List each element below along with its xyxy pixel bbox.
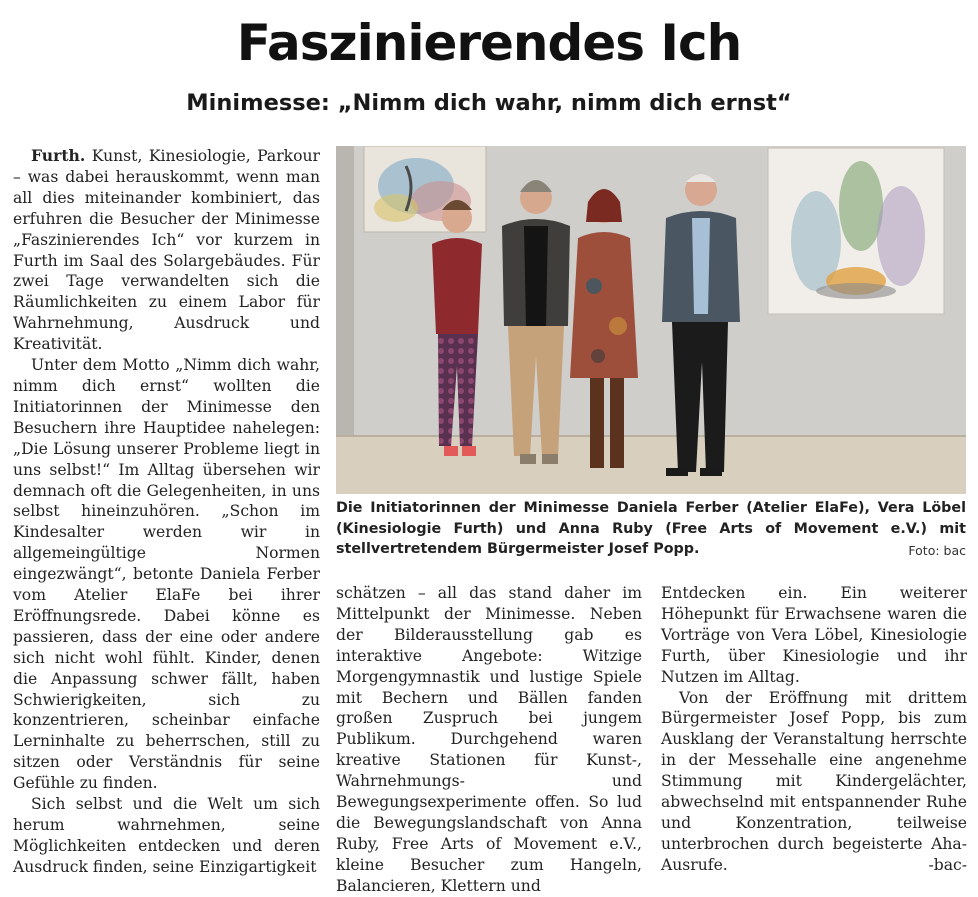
dateline: Furth. (31, 146, 86, 165)
article-photo (336, 146, 966, 494)
column-3 (661, 583, 967, 876)
paragraph (661, 688, 967, 876)
paragraph: schätzen – all das stand daher im Mittelpunkt der Minimesse. Neben der Bilderausstellung gab es interaktive Angebote: Witzige Morgengymnastik und lustige Spiele mit Bechern und Bällen fanden großen Zuspruch bei jungem Publikum. Durchgehend waren kreative Stationen für Kunst-, Wahrnehmungs- und Bewegungsexperimente offen. So lud die Bewegungslandschaft von Anna Ruby, Free Arts of Movement e.V., kleine Besucher zum Hangeln, Balancieren, Klettern und (336, 584, 642, 895)
paragraph: Sich selbst und die Welt um sich herum wahrnehmen, seine Möglichkeiten entdecken und deren Ausdruck finden, seine Einzigartigkeit (13, 795, 320, 876)
paragraph-text: Kunst, Kinesiologie, Parkour – was dabei herauskommt, wenn man all dies miteinander kombiniert, das erfuhren die Besucher der Minimesse „Faszinierendes Ich“ vor kurzem in Furth im Saal des Solargebäudes. Für zwei Tage verwandelten sich die Räumlichkeiten zu einem Labor für Wahrnehmung, Ausdruck und Kreativität. (13, 147, 320, 354)
column-1 (13, 146, 320, 878)
paragraph-text: Von der Eröffnung mit drittem Bürgermeister Josef Popp, bis zum Ausklang der Veranstaltung herrschte in der Messehalle eine angenehme Stimmung mit Kindergelächter, abwechselnd mit entspannender Ruhe und Konzentration, teilweise unterbrochen durch begeisterte Aha-Ausrufe. (661, 688, 967, 874)
photo-credit: Foto: bac (908, 543, 966, 558)
painting-right (768, 148, 944, 314)
subheadline: Minimesse: „Nimm dich wahr, nimm dich ernst“ (186, 90, 792, 116)
paragraph (13, 146, 320, 355)
headline: Faszinierendes Ich (236, 14, 742, 72)
paragraph: Entdecken ein. Ein weiterer Höhepunkt für Erwachsene waren die Vorträge von Vera Löbel, Kinesiologie Furth, über Kinesiologie und ihr Nutzen im Alltag. (661, 584, 967, 686)
paragraph: Unter dem Motto „Nimm dich wahr, nimm dich ernst“ wollten die Initiatorinnen der Minimesse den Besuchern ihre Hauptidee nahelegen: „Die Lösung unserer Probleme liegt in uns selbst!“ Im Alltag übersehen wir demnach oft die Gelegenheiten, in uns selbst hineinzuhören. „Schon im Kindesalter werden wir in allgemeingültige Normen eingezwängt“, betonte Daniela Ferber vom Atelier ElaFe bei ihrer Eröffnungsrede. Dabei könne es passieren, dass der eine oder andere sich nicht wohl fühlt. Kinder, denen die Anpassung schwer fällt, haben Schwierigkeiten, sich zu konzentrieren, scheinbar einfache Lerninhalte zu beherrschen, still zu sitzen oder Verständnis für seine Gefühle zu finden. (13, 356, 320, 793)
photo-caption: Die Initiatorinnen der Minimesse Daniela Ferber (Atelier ElaFe), Vera Löbel (Kinesiologie Furth) und Anna Ruby (Free Arts of Movement e.V.) mit stellvertretendem Bürgermeister Josef Popp. (336, 500, 966, 557)
column-2 (336, 583, 642, 897)
author-signature: -bac- (928, 855, 967, 874)
